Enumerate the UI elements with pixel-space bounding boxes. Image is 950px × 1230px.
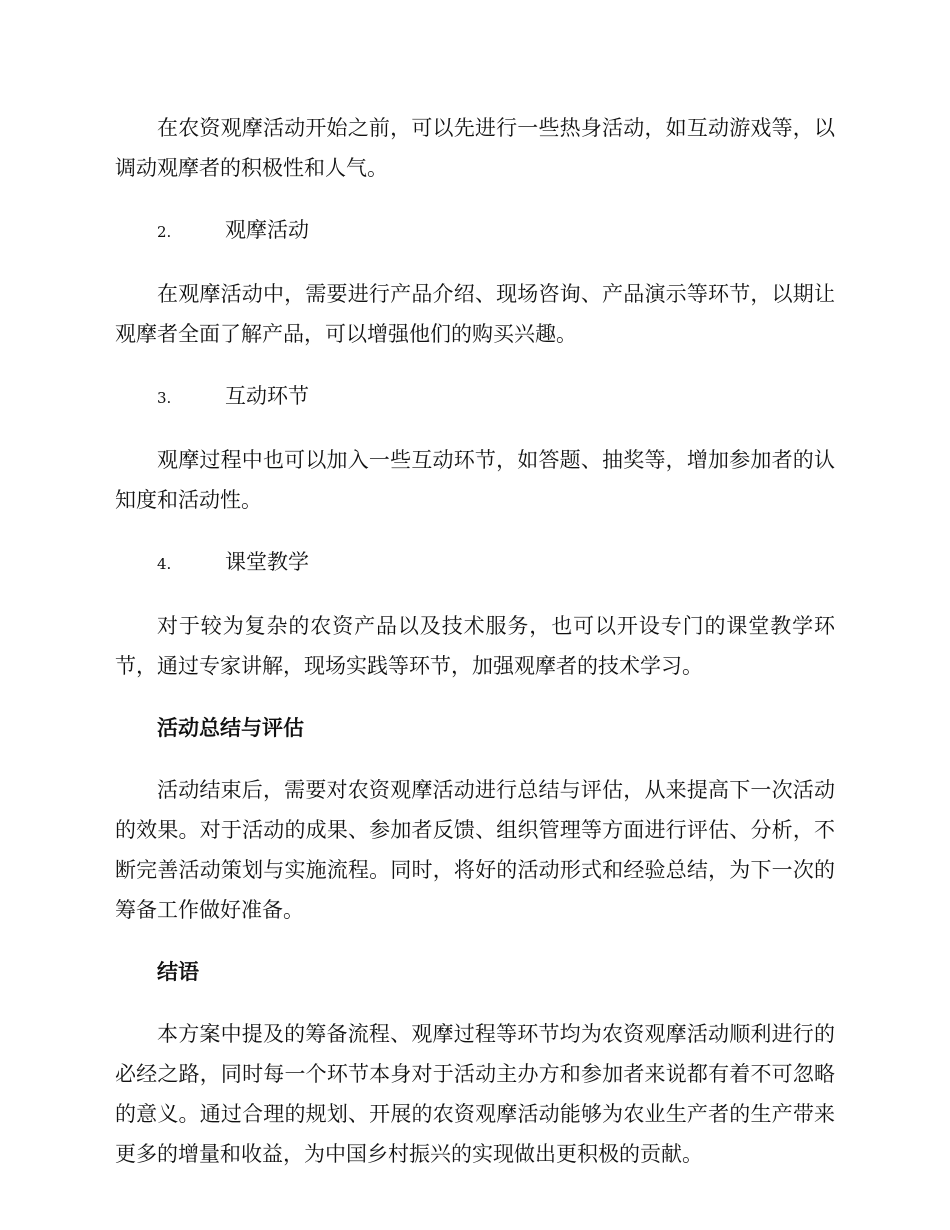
list-number: 2. <box>157 223 172 241</box>
list-number: 3. <box>157 389 172 407</box>
list-item-classroom <box>115 542 835 584</box>
section-heading-conclusion: 结语 <box>157 959 199 984</box>
list-title: 课堂教学 <box>225 550 309 574</box>
list-title: 观摩活动 <box>225 218 309 242</box>
conclusion-paragraph: 本方案中提及的筹备流程、观摩过程等环节均为农资观摩活动顺利进行的必经之路，同时每一个环节本身对于活动主办方和参加者来说都有着不可忽略的意义。通过合理的规划、开展的农资观摩活动能够为农业生产者的生产带来更多的增量和收益，为中国乡村振兴的实现做出更积极的贡献。 <box>115 1022 835 1166</box>
classroom-paragraph: 对于较为复杂的农资产品以及技术服务，也可以开设专门的课堂教学环节，通过专家讲解，现场实践等环节，加强观摩者的技术学习。 <box>115 614 835 678</box>
warmup-paragraph: 在农资观摩活动开始之前，可以先进行一些热身活动，如互动游戏等，以调动观摩者的积极性和人气。 <box>115 116 835 180</box>
interaction-paragraph: 观摩过程中也可以加入一些互动环节，如答题、抽奖等，增加参加者的认知度和活动性。 <box>115 448 835 512</box>
list-item-observation <box>115 210 835 252</box>
summary-paragraph: 活动结束后，需要对农资观摩活动进行总结与评估，从来提高下一次活动的效果。对于活动的成果、参加者反馈、组织管理等方面进行评估、分析，不断完善活动策划与实施流程。同时，将好的活动形式和经验总结，为下一次的筹备工作做好准备。 <box>115 778 835 922</box>
list-number: 4. <box>157 555 172 573</box>
list-item-interaction <box>115 376 835 418</box>
observation-paragraph: 在观摩活动中，需要进行产品介绍、现场咨询、产品演示等环节，以期让观摩者全面了解产品，可以增强他们的购买兴趣。 <box>115 282 835 346</box>
list-title: 互动环节 <box>225 384 309 408</box>
section-heading-summary: 活动总结与评估 <box>157 715 304 740</box>
